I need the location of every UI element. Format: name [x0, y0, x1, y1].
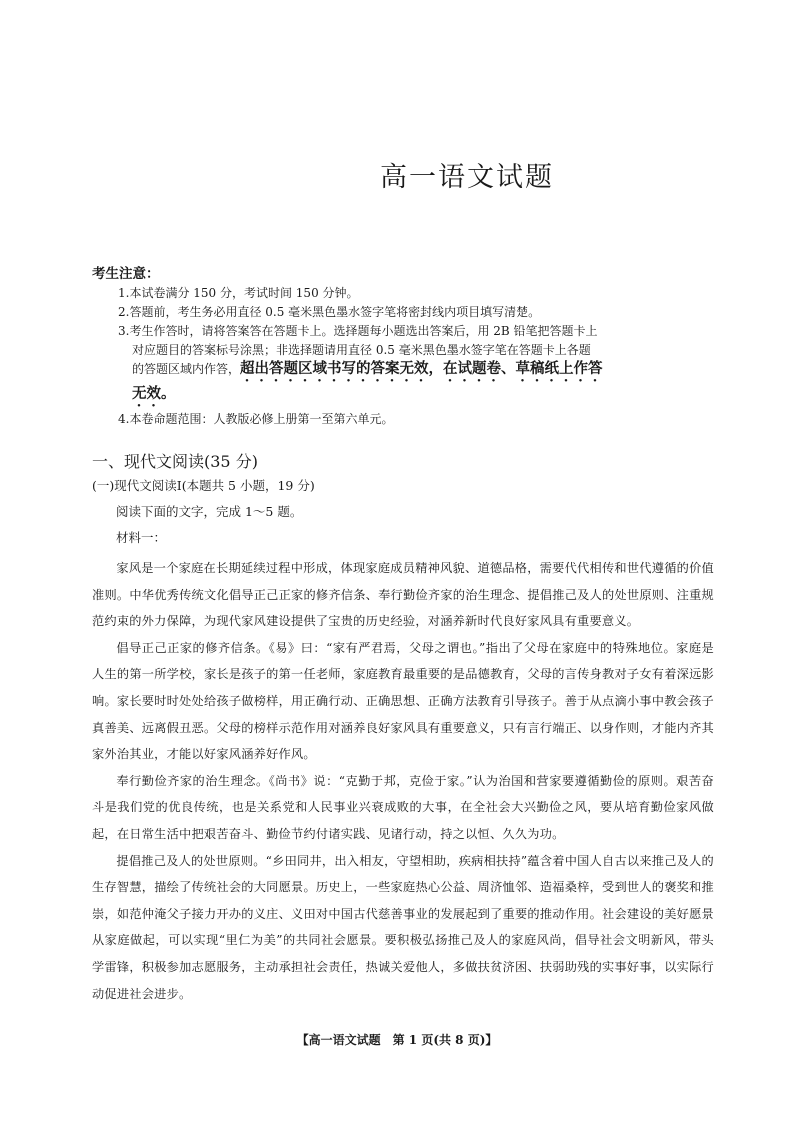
passage-paragraph-2: 倡导正己正家的修齐信条。《易》曰：“家有严君焉，父母之谓也。”指出了父母在家庭中的特殊地位。家庭是人生的第一所学校，家长是孩子的第一任老师，家庭教育最重要的是品德教育，父母的言传身教对子女有着深远影响。家长要时时处处给孩子做榜样，用正确行动、正确思想、正确方法教育引导孩子。善于从点滴小事中教会孩子真善美、远离假丑恶。父母的榜样示范作用对涵养良好家风具有重要意义，只有言行端正、以身作则，才能内齐其家外治其业，才能以好家风涵养好作风。 [92, 640, 714, 762]
page-footer: 【高一语文试题 第 1 页(共 8 页)】 [296, 1033, 498, 1047]
notice-item-4: 4.本卷命题范围：人教版必修上册第一至第六单元。 [118, 412, 394, 426]
notice-item-3-line-1: 3.考生作答时，请将答案答在答题卡上。选择题每小题选出答案后，用 2B 铅笔把答题卡上 [118, 324, 598, 338]
notice-item-3-line-2: 对应题目的答案标号涂黑；非选择题请用直径 0.5 毫米黑色墨水签字笔在答题卡上各题 [132, 343, 591, 357]
reading-instruction: 阅读下面的文字，完成 1～5 题。 [116, 504, 303, 519]
exam-notice [92, 262, 652, 429]
page-title: 高一语文试题 [380, 162, 554, 193]
passage-paragraph-3: 奉行勤俭齐家的治生理念。《尚书》说：“克勤于邦，克俭于家。”认为治国和营家要遵循勤俭的原则。艰苦奋斗是我们党的优良传统，也是关系党和人民事业兴衰成败的大事，在全社会大兴勤俭之风，要从培育勤俭家风做起，在日常生活中把艰苦奋斗、勤俭节约付诸实践、见诸行动，持之以恒、久久为功。 [92, 773, 714, 841]
material-label: 材料一： [116, 530, 167, 545]
passage-paragraph-1: 家风是一个家庭在长期延续过程中形成，体现家庭成员精神风貌、道德品格，需要代代相传和世代遵循的价值准则。中华优秀传统文化倡导正己正家的修齐信条、奉行勤俭齐家的治生理念、提倡推己及人的处世原则、注重规范约束的外力保障，为现代家风建设提供了宝贵的历史经验，对涵养新时代良好家风具有重要意义。 [92, 561, 714, 629]
notice-heading: 考生注意： [92, 266, 160, 282]
notice-item-1: 1.本试卷满分 150 分，考试时间 150 分钟。 [118, 286, 359, 300]
passage-paragraph-4: 提倡推己及人的处世原则。“乡田同井，出入相友，守望相助，疾病相扶持”蕴含着中国人自古以来推己及人的生存智慧，描绘了传统社会的大同愿景。历史上，一些家庭热心公益、周济恤邻、造福桑梓，受到世人的褒奖和推崇，如范仲淹父子接力开办的义庄、义田对中国古代慈善事业的发展起到了重要的推动作用。社会建设的美好愿景从家庭做起，可以实现“里仁为美”的共同社会愿景。要积极弘扬推己及人的家庭风尚，倡导社会文明新风，带头学雷锋，积极参加志愿服务，主动承担社会责任，热诚关爱他人，多做扶贫济困、扶弱助残的实事好事，以实际行动促进社会进步。 [92, 853, 714, 1001]
notice-item-3-line-3 [92, 360, 652, 385]
section-heading: 一、现代文阅读(35 分) [92, 452, 258, 471]
notice-item-3-line-4 [92, 385, 652, 410]
notice-item-2: 2.答题前，考生务必用直径 0.5 毫米黑色墨水签字笔将密封线内项目填写清楚。 [118, 305, 541, 319]
notice-warning-bold-end: 无效。 [132, 386, 176, 402]
reading-passage [92, 555, 714, 1007]
subsection-heading: (一)现代文阅读Ⅰ(本题共 5 小题，19 分) [92, 478, 315, 493]
notice-warning-bold: 超出答题区域书写的答案无效，在试题卷、草稿纸上作答 [240, 361, 603, 377]
notice-item-3-plain: 的答题区域内作答， [132, 362, 241, 376]
